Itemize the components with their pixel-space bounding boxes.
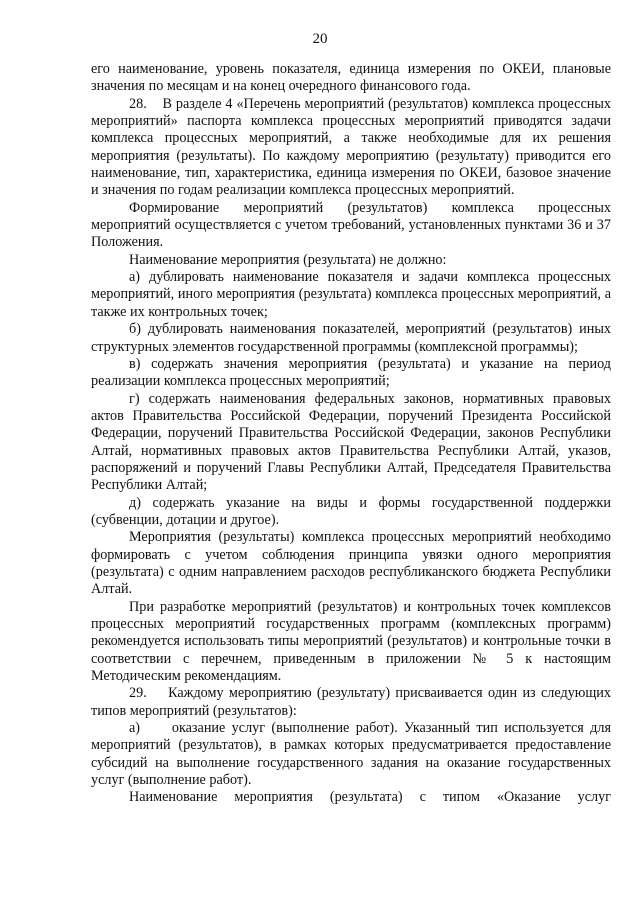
paragraph: б) дублировать наименования показателей, мероприятий (результатов) иных структурных элементов государственной программы (комплексной программы); <box>91 321 611 355</box>
paragraph: его наименование, уровень показателя, единица измерения по ОКЕИ, плановые значения по месяцам и на конец очередного финансового года. <box>91 61 611 95</box>
paragraph: Наименование мероприятия (результата) не должно: <box>129 251 447 268</box>
paragraph: Формирование мероприятий (результатов) комплекса процессных мероприятий осуществляется с учетом требований, установленных пунктами 36 и 37 Положения. <box>91 199 611 251</box>
paragraph: 28. В разделе 4 «Перечень мероприятий (результатов) комплекса процессных мероприятий» паспорта комплекса процессных мероприятий приводятся задачи комплекса процессных мероприятий, а также необходимые для их решения мероприятия (результаты). По каждому мероприятию (результату) приводится его наименование, тип, характеристика, единица измерения по ОКЕИ, базовое значение и значения по годам реализации комплекса процессных мероприятий. <box>91 95 611 199</box>
paragraph: 29. Каждому мероприятию (результату) присваивается один из следующих типов мероприятий (результатов): <box>91 685 611 719</box>
body-text <box>91 61 611 807</box>
paragraph: д) содержать указание на виды и формы государственной поддержки (субвенции, дотации и другое). <box>91 494 611 528</box>
paragraph: При разработке мероприятий (результатов) и контрольных точек комплексов процессных мероприятий государственных программ (комплексных программ) рекомендуется использовать типы мероприятий (результатов) и контрольные точки в соответствии с перечнем, приведенным в приложении № 5 к настоящим Методическим рекомендациям. <box>91 598 611 685</box>
paragraph: Мероприятия (результаты) комплекса процессных мероприятий необходимо формировать с учетом соблюдения принципа увязки одного мероприятия (результата) с одним направлением расходов республиканского бюджета Республики Алтай. <box>91 529 611 598</box>
paragraph: а) оказание услуг (выполнение работ). Указанный тип используется для мероприятий (результатов), в рамках которых предусматривается предоставление субсидий на выполнение государственного задания на оказание государственных услуг (выполнение работ). <box>91 720 611 789</box>
paragraph: Наименование мероприятия (результата) с типом «Оказание услуг <box>129 789 611 806</box>
paragraph: г) содержать наименования федеральных законов, нормативных правовых актов Правительства Российской Федерации, поручений Президента Российской Федерации, поручений Правительства Российской Федерации, законов Республики Алтай, нормативных правовых актов Правительства Республики Алтай, указов, распоряжений и поручений Главы Республики Алтай, Председателя Правительства Республики Алтай; <box>91 390 611 494</box>
page-number: 20 <box>312 31 328 47</box>
paragraph: а) дублировать наименование показателя и задачи комплекса процессных мероприятий, иного мероприятия (результата) комплекса процессных мероприятий, а также их контрольных точек; <box>91 269 611 320</box>
paragraph: в) содержать значения мероприятия (результата) и указание на период реализации комплекса процессных мероприятий; <box>91 355 611 390</box>
